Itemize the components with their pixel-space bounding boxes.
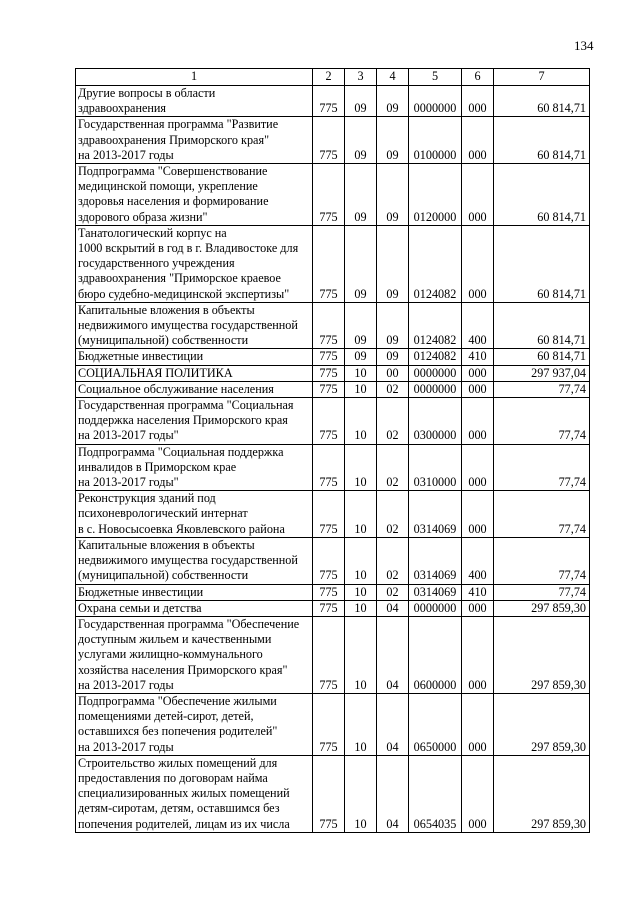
row-section: 10 (345, 600, 377, 616)
row-section: 10 (345, 398, 377, 445)
row-section: 09 (345, 349, 377, 365)
row-subsection: 09 (377, 349, 409, 365)
row-amount: 297 859,30 (494, 755, 590, 832)
row-target-code: 0314069 (409, 491, 462, 538)
row-target-code: 0650000 (409, 693, 462, 755)
row-expense-type: 000 (462, 693, 494, 755)
row-amount: 77,74 (494, 584, 590, 600)
row-subsection: 04 (377, 755, 409, 832)
row-expense-type: 000 (462, 491, 494, 538)
row-name: Капитальные вложения в объекты недвижимого имущества государственной (муниципальной) собственности (76, 302, 313, 349)
table-row (76, 537, 590, 584)
row-expense-type: 000 (462, 444, 494, 491)
row-subsection: 02 (377, 491, 409, 538)
row-section: 10 (345, 537, 377, 584)
row-amount: 297 859,30 (494, 693, 590, 755)
row-section: 10 (345, 584, 377, 600)
row-subsection: 02 (377, 381, 409, 397)
row-expense-type: 000 (462, 86, 494, 117)
row-subsection: 09 (377, 117, 409, 164)
row-amount: 77,74 (494, 491, 590, 538)
table-row (76, 398, 590, 445)
row-amount: 77,74 (494, 537, 590, 584)
row-amount: 77,74 (494, 398, 590, 445)
row-name: Бюджетные инвестиции (76, 349, 313, 365)
row-section: 10 (345, 365, 377, 381)
row-subsection: 04 (377, 693, 409, 755)
row-target-code: 0310000 (409, 444, 462, 491)
row-amount: 297 937,04 (494, 365, 590, 381)
row-name: Государственная программа "Социальная поддержка населения Приморского края на 2013-2017 годы" (76, 398, 313, 445)
header-row (76, 69, 590, 86)
row-expense-type: 000 (462, 398, 494, 445)
row-name: Другие вопросы в области здравоохранения (76, 86, 313, 117)
row-expense-type: 000 (462, 117, 494, 164)
row-name: Государственная программа "Развитие здравоохранения Приморского края" на 2013-2017 годы (76, 117, 313, 164)
row-amount: 297 859,30 (494, 616, 590, 693)
row-amount: 77,74 (494, 381, 590, 397)
table-row (76, 349, 590, 365)
row-amount: 60 814,71 (494, 117, 590, 164)
row-target-code: 0124082 (409, 349, 462, 365)
row-subsection: 02 (377, 444, 409, 491)
row-target-code: 0120000 (409, 164, 462, 226)
row-name: Подпрограмма "Социальная поддержка инвалидов в Приморском крае на 2013-2017 годы" (76, 444, 313, 491)
row-ved-code: 775 (313, 117, 345, 164)
header-col-5: 5 (409, 69, 462, 86)
row-amount: 60 814,71 (494, 225, 590, 302)
header-col-2: 2 (313, 69, 345, 86)
row-target-code: 0124082 (409, 302, 462, 349)
row-ved-code: 775 (313, 600, 345, 616)
row-amount: 77,74 (494, 444, 590, 491)
row-expense-type: 400 (462, 537, 494, 584)
row-name: Реконструкция зданий под психоневрологический интернат в с. Новосысоевка Яковлевского района (76, 491, 313, 538)
row-expense-type: 400 (462, 302, 494, 349)
table-row (76, 365, 590, 381)
row-ved-code: 775 (313, 616, 345, 693)
table-row (76, 86, 590, 117)
row-ved-code: 775 (313, 537, 345, 584)
row-ved-code: 775 (313, 398, 345, 445)
row-subsection: 00 (377, 365, 409, 381)
row-ved-code: 775 (313, 693, 345, 755)
row-name: Строительство жилых помещений для предоставления по договорам найма специализированных жилых помещений детям-сиротам, детям, оставшимся без попечения родителей, лицам из их числа (76, 755, 313, 832)
row-amount: 60 814,71 (494, 349, 590, 365)
row-section: 10 (345, 491, 377, 538)
row-name: Государственная программа "Обеспечение доступным жильем и качественными услугами жилищно-коммунального хозяйства населения Приморского края" на 2013-2017 годы (76, 616, 313, 693)
row-expense-type: 410 (462, 584, 494, 600)
row-target-code: 0000000 (409, 86, 462, 117)
row-expense-type: 000 (462, 755, 494, 832)
row-subsection: 04 (377, 616, 409, 693)
table-row (76, 584, 590, 600)
header-col-6: 6 (462, 69, 494, 86)
row-target-code: 0600000 (409, 616, 462, 693)
row-name: Бюджетные инвестиции (76, 584, 313, 600)
row-ved-code: 775 (313, 365, 345, 381)
table-row (76, 600, 590, 616)
row-expense-type: 000 (462, 381, 494, 397)
row-section: 10 (345, 381, 377, 397)
row-subsection: 09 (377, 164, 409, 226)
row-ved-code: 775 (313, 349, 345, 365)
table-row (76, 491, 590, 538)
table-row (76, 616, 590, 693)
row-target-code: 0000000 (409, 381, 462, 397)
row-target-code: 0100000 (409, 117, 462, 164)
row-subsection: 09 (377, 86, 409, 117)
row-amount: 297 859,30 (494, 600, 590, 616)
row-subsection: 09 (377, 302, 409, 349)
row-name: СОЦИАЛЬНАЯ ПОЛИТИКА (76, 365, 313, 381)
row-section: 09 (345, 117, 377, 164)
row-target-code: 0654035 (409, 755, 462, 832)
header-col-4: 4 (377, 69, 409, 86)
row-ved-code: 775 (313, 755, 345, 832)
row-target-code: 0000000 (409, 365, 462, 381)
table-row (76, 381, 590, 397)
table-row (76, 164, 590, 226)
row-amount: 60 814,71 (494, 86, 590, 117)
row-section: 10 (345, 693, 377, 755)
header-col-3: 3 (345, 69, 377, 86)
row-expense-type: 000 (462, 225, 494, 302)
row-name: Танатологический корпус на 1000 вскрытий в год в г. Владивостоке для государственного учреждения здравоохранения "Приморское краевое бюро судебно-медицинской экспертизы" (76, 225, 313, 302)
row-ved-code: 775 (313, 86, 345, 117)
row-expense-type: 000 (462, 616, 494, 693)
page-number: 134 (574, 38, 594, 53)
row-target-code: 0314069 (409, 537, 462, 584)
table-row (76, 693, 590, 755)
row-name: Охрана семьи и детства (76, 600, 313, 616)
row-subsection: 09 (377, 225, 409, 302)
row-ved-code: 775 (313, 444, 345, 491)
row-section: 10 (345, 755, 377, 832)
row-expense-type: 000 (462, 600, 494, 616)
row-expense-type: 000 (462, 164, 494, 226)
row-ved-code: 775 (313, 164, 345, 226)
row-section: 09 (345, 164, 377, 226)
row-name: Подпрограмма "Совершенствование медицинской помощи, укрепление здоровья населения и формирование здорового образа жизни" (76, 164, 313, 226)
row-ved-code: 775 (313, 225, 345, 302)
table-row (76, 225, 590, 302)
row-subsection: 02 (377, 537, 409, 584)
row-subsection: 02 (377, 584, 409, 600)
header-col-7: 7 (494, 69, 590, 86)
header-col-1: 1 (76, 69, 313, 86)
row-name: Социальное обслуживание населения (76, 381, 313, 397)
row-ved-code: 775 (313, 302, 345, 349)
row-target-code: 0300000 (409, 398, 462, 445)
row-expense-type: 410 (462, 349, 494, 365)
row-subsection: 04 (377, 600, 409, 616)
table-row (76, 755, 590, 832)
row-ved-code: 775 (313, 491, 345, 538)
budget-table (75, 68, 590, 833)
row-subsection: 02 (377, 398, 409, 445)
row-amount: 60 814,71 (494, 302, 590, 349)
row-ved-code: 775 (313, 584, 345, 600)
row-target-code: 0124082 (409, 225, 462, 302)
table-row (76, 444, 590, 491)
row-expense-type: 000 (462, 365, 494, 381)
row-target-code: 0314069 (409, 584, 462, 600)
row-ved-code: 775 (313, 381, 345, 397)
row-section: 09 (345, 86, 377, 117)
row-name: Подпрограмма "Обеспечение жилыми помещениями детей-сирот, детей, оставшихся без попечения родителей" на 2013-2017 годы (76, 693, 313, 755)
row-section: 10 (345, 616, 377, 693)
row-section: 09 (345, 225, 377, 302)
table-row (76, 117, 590, 164)
row-section: 09 (345, 302, 377, 349)
row-name: Капитальные вложения в объекты недвижимого имущества государственной (муниципальной) собственности (76, 537, 313, 584)
row-section: 10 (345, 444, 377, 491)
table-row (76, 302, 590, 349)
row-target-code: 0000000 (409, 600, 462, 616)
row-amount: 60 814,71 (494, 164, 590, 226)
